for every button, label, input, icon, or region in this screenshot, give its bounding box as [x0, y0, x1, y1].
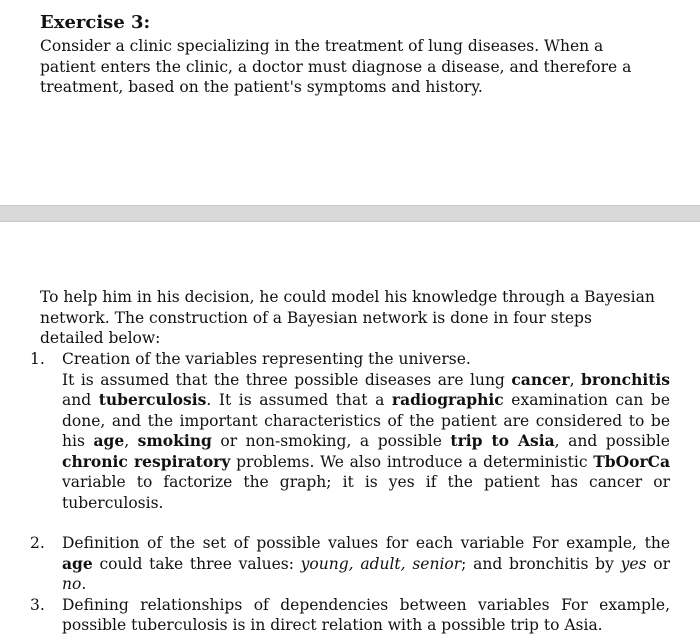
step-3-number: 3. — [30, 595, 45, 614]
term-age-2: age — [62, 553, 93, 573]
term-age: age — [93, 431, 125, 450]
step-2-body: Definition of the set of possible values for each variable For example, the age could take three values: young, adult, senior; and bronchitis by yes or no. — [62, 534, 671, 593]
step-3-body: Defining relationships of dependencies between variables For example, possible tuberculosis is in direct relation with a possible trip to Asia. — [62, 595, 670, 634]
step-1-number: 1. — [30, 350, 45, 368]
term-radiographic: radiographic — [391, 390, 504, 409]
step-1 — [30, 349, 670, 513]
page-separator — [0, 205, 700, 222]
step-3 — [30, 595, 670, 636]
term-smoking: smoking — [137, 431, 212, 450]
term-cancer: cancer — [511, 369, 570, 389]
value-yes: yes — [620, 554, 647, 573]
exercise-title: Exercise 3: — [40, 12, 151, 33]
term-bronchitis: bronchitis — [581, 369, 670, 389]
value-no: no — [62, 575, 82, 593]
step-1-heading: Creation of the variables representing the universe. — [62, 350, 471, 368]
term-tuberculosis: tuberculosis — [98, 390, 207, 409]
term-trip-to-asia: trip to Asia — [450, 431, 555, 450]
term-tboorca: TbOorCa — [593, 451, 670, 471]
document-page-2 — [0, 222, 700, 634]
bayesian-network-lead: To help him in his decision, he could model his knowledge through a Bayesian network. The construction of a Bayesian network is done in four steps detailed below: — [40, 288, 655, 347]
age-values: young, adult, senior — [300, 554, 462, 573]
step-2-number: 2. — [30, 534, 45, 552]
construction-steps-list — [30, 349, 670, 636]
step-2 — [30, 533, 670, 595]
term-chronic-respiratory: chronic respiratory — [62, 451, 231, 471]
exercise-intro: Consider a clinic specializing in the treatment of lung diseases. When a patient enters the clinic, a doctor must diagnose a disease, and therefore a treatment, based on the patient's symptoms and history. — [40, 37, 632, 96]
document-page-1 — [0, 0, 700, 205]
step-1-body: It is assumed that the three possible diseases are lung cancer, bronchitis and tuberculosis. It is assumed that a radiographic examination can be done, and the important characteristics of the patient are considered to be his age, smoking or non-smoking, a possible trip to Asia, and possible chronic respiratory problems. We also introduce a deterministic TbOorCa variable to factorize the graph; it is yes if the patient has cancer or tuberculosis. — [62, 369, 670, 512]
